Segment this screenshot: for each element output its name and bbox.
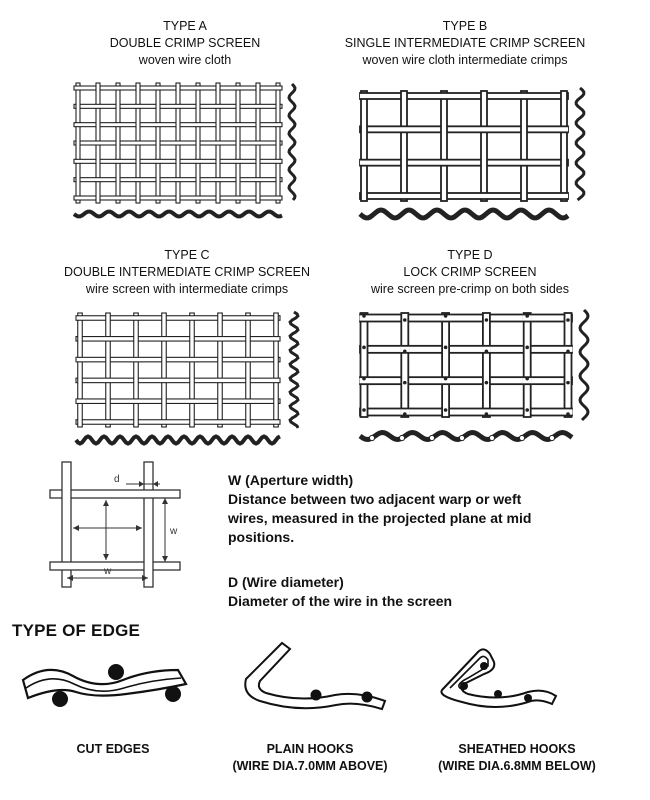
type-d-desc: wire screen pre-crimp on both sides [371, 282, 569, 296]
type-c-warp-wire [274, 313, 279, 427]
type-b-warp-wire [521, 91, 527, 201]
type-b-warp-wire [401, 91, 407, 201]
type-b-warp-wire [481, 91, 487, 201]
type-c-side-profile [290, 312, 298, 428]
type-d-warp-wire [483, 313, 490, 417]
type-d-warp-wire [524, 313, 531, 417]
type-d-label: TYPE D [447, 248, 493, 262]
type-b-weft-wire [360, 160, 568, 166]
sheathed-hooks-label: SHEATHED HOOKS [458, 742, 576, 756]
type-c-warp-wire [162, 313, 167, 427]
type-d-warp-wire [565, 313, 572, 417]
aperture-dimension-diagram [40, 460, 200, 590]
type-c-name: DOUBLE INTERMEDIATE CRIMP SCREEN [63, 265, 311, 279]
edge-section-title: TYPE OF EDGE [12, 621, 141, 640]
type-d-warp-wire [361, 313, 368, 417]
type-d-weft-wire [360, 346, 572, 353]
type-b-weft-wire [360, 93, 568, 99]
type-a-warp-wire [236, 83, 240, 203]
plain-hooks-label: PLAIN HOOKS [266, 742, 354, 756]
type-a-warp-wire [76, 83, 80, 203]
type-d-warp-wire [442, 313, 449, 417]
cut-edges-label: CUT EDGES [76, 742, 150, 756]
type-d-crimp-profile [360, 433, 572, 440]
w-text-line-3: positions. [228, 529, 295, 545]
type-d-lock-crimp-point [489, 435, 494, 440]
type-c-label: TYPE C [164, 248, 210, 262]
type-d-name: LOCK CRIMP SCREEN [403, 265, 537, 279]
type-d-weft-wire [360, 377, 572, 384]
type-d-lock-crimp-point [369, 435, 374, 440]
type-c-warp-wire [190, 313, 195, 427]
type-b-warp-wire [561, 91, 567, 201]
d-text: Diameter of the wire in the screen [228, 593, 453, 609]
type-d-weft-wire [360, 315, 572, 322]
type-b-warp-wire [441, 91, 447, 201]
w-text-line-1: Distance between two adjacent warp or weft [228, 491, 522, 507]
w-text-line-2: wires, measured in the projected plane at mid [228, 510, 532, 526]
type-b-weft-wire [360, 193, 568, 199]
weft-wire-bottom [50, 562, 180, 570]
type-a-warp-wire [156, 83, 160, 203]
type-a-desc: woven wire cloth [138, 53, 232, 67]
type-a-side-profile [289, 84, 295, 200]
type-a-name: DOUBLE CRIMP SCREEN [109, 36, 261, 50]
aperture-width-definition [228, 471, 531, 547]
type-d-weft-wire [360, 409, 572, 416]
type-c-warp-wire [78, 313, 83, 427]
type-a-warp-wire [276, 83, 280, 203]
type-d-side-profile [580, 310, 588, 420]
plain-hooks-caption [210, 741, 410, 775]
type-b-side-profile [576, 88, 584, 200]
sheathed-hooks-caption [412, 741, 622, 775]
type-d-lock-crimp-point [459, 435, 464, 440]
plain-hook-illustration [240, 637, 390, 722]
type-c-warp-wire [218, 313, 223, 427]
type-b-weft-wire [360, 126, 568, 132]
type-b-name: SINGLE INTERMEDIATE CRIMP SCREEN [344, 36, 586, 50]
type-b-warp-wire [361, 91, 367, 201]
w-dim-label-horizontal: w [104, 566, 112, 577]
type-d-lock-crimp-point [519, 435, 524, 440]
type-b-desc: woven wire cloth intermediate crimps [362, 53, 568, 67]
type-b-label: TYPE B [442, 19, 488, 33]
wire-diameter-definition [228, 573, 452, 611]
type-a-crimp-profile [74, 212, 282, 217]
sheathed-hooks-sub: (WIRE DIA.6.8MM BELOW) [438, 759, 596, 773]
type-a-label: TYPE A [163, 19, 207, 33]
type-c-desc: wire screen with intermediate crimps [85, 282, 289, 296]
w-dim-label-vertical: w [170, 526, 178, 537]
type-d-lock-crimp-point [549, 435, 554, 440]
d-title: D (Wire diameter) [228, 574, 344, 590]
type-c-crimp-profile [76, 437, 280, 444]
type-d-warp-wire [401, 313, 408, 417]
d-dim-label: d [114, 474, 120, 485]
type-c-warp-wire [106, 313, 111, 427]
w-title: W (Aperture width) [228, 472, 354, 488]
type-b-crimp-profile [360, 210, 568, 218]
type-a-warp-wire [196, 83, 200, 203]
type-c-warp-wire [134, 313, 139, 427]
sheathed-hook-illustration [434, 640, 564, 720]
type-a-warp-wire [116, 83, 120, 203]
cut-edges-caption [38, 741, 188, 758]
type-d-lock-crimp-point [399, 435, 404, 440]
plain-hooks-sub: (WIRE DIA.7.0MM ABOVE) [232, 759, 388, 773]
cut-edge-illustration [18, 650, 198, 715]
type-d-lock-crimp-point [429, 435, 434, 440]
type-c-warp-wire [246, 313, 251, 427]
